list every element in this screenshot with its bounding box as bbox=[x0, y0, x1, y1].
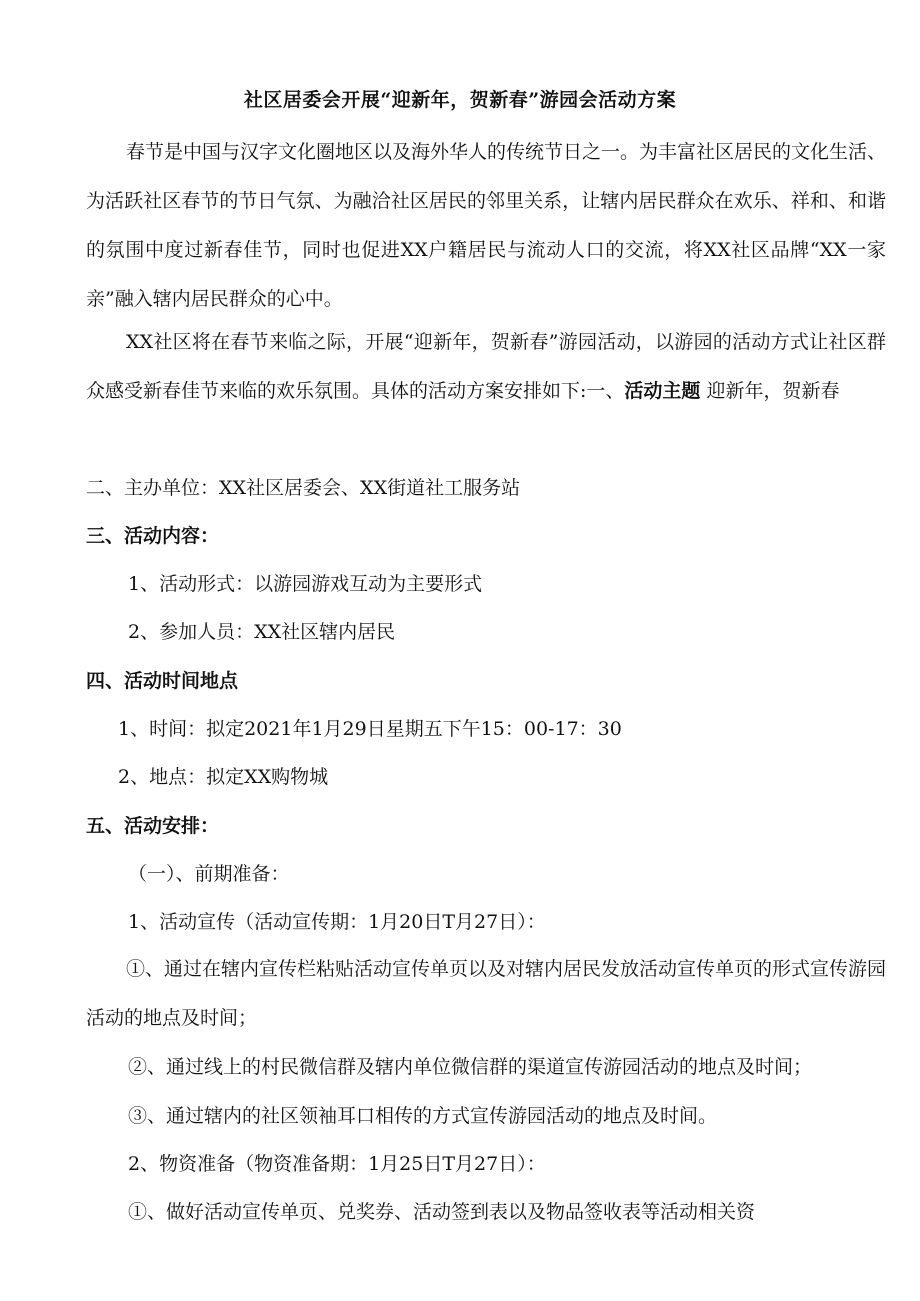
publicity-heading: 1、活动宣传（活动宣传期：1月20日T月27日）： bbox=[128, 911, 546, 933]
activity-theme-label: 活动主题 bbox=[624, 380, 701, 402]
prep-heading: （一）、前期准备： bbox=[128, 863, 290, 885]
activity-theme-value: 迎新年，贺新春 bbox=[700, 380, 840, 402]
place-item: 2、地点：拟定XX购物城 bbox=[118, 766, 329, 788]
section-time-place-heading: 四、活动时间地点 bbox=[86, 670, 239, 692]
content-item-format: 1、活动形式：以游园游戏互动为主要形式 bbox=[128, 573, 483, 595]
second-paragraph bbox=[86, 318, 886, 416]
second-paragraph-text: XX社区将在春节来临之际，开展“迎新年，贺新春”游园活动，以游园的活动方式让社区群众感受新春佳节来临的欢乐氛围。具体的活动方案安排如下:一、 bbox=[86, 331, 886, 402]
document-title: 社区居委会开展“迎新年，贺新春”游园会活动方案 bbox=[243, 89, 677, 111]
intro-paragraph: 春节是中国与汉字文化圈地区以及海外华人的传统节日之一。为丰富社区居民的文化生活、为活跃社区春节的节日气氛、为融洽社区居民的邻里关系，让辖内居民群众在欢乐、祥和、和谐的氛围中度过新春佳节，同时也促进XX户籍居民与流动人口的交流，将XX社区品牌“XX一家亲”融入辖内居民群众的心中。 bbox=[86, 141, 887, 310]
materials-item-1: ①、做好活动宣传单页、兑奖券、活动签到表以及物品签收表等活动相关资 bbox=[128, 1201, 756, 1223]
time-item: 1、时间：拟定2021年1月29日星期五下午15：00-17：30 bbox=[118, 718, 622, 740]
publicity-item-2: ②、通过线上的村民微信群及辖内单位微信群的渠道宣传游园活动的地点及时间； bbox=[128, 1056, 813, 1078]
publicity-item-3: ③、通过辖内的社区领袖耳口相传的方式宣传游园活动的地点及时间。 bbox=[128, 1105, 718, 1127]
section-content-heading: 三、活动内容： bbox=[86, 525, 220, 547]
materials-heading: 2、物资准备（物资准备期：1月25日T月27日）： bbox=[128, 1153, 546, 1175]
section-arrangement-heading: 五、活动安排： bbox=[86, 815, 220, 837]
content-item-participants: 2、参加人员：XX社区辖内居民 bbox=[128, 621, 396, 643]
section-organizer: 二、主办单位：XX社区居委会、XX街道社工服务站 bbox=[86, 477, 521, 499]
publicity-item-1: ①、通过在辖内宣传栏粘贴活动宣传单页以及对辖内居民发放活动宣传单页的形式宣传游园活动的地点及时间； bbox=[86, 958, 887, 1029]
